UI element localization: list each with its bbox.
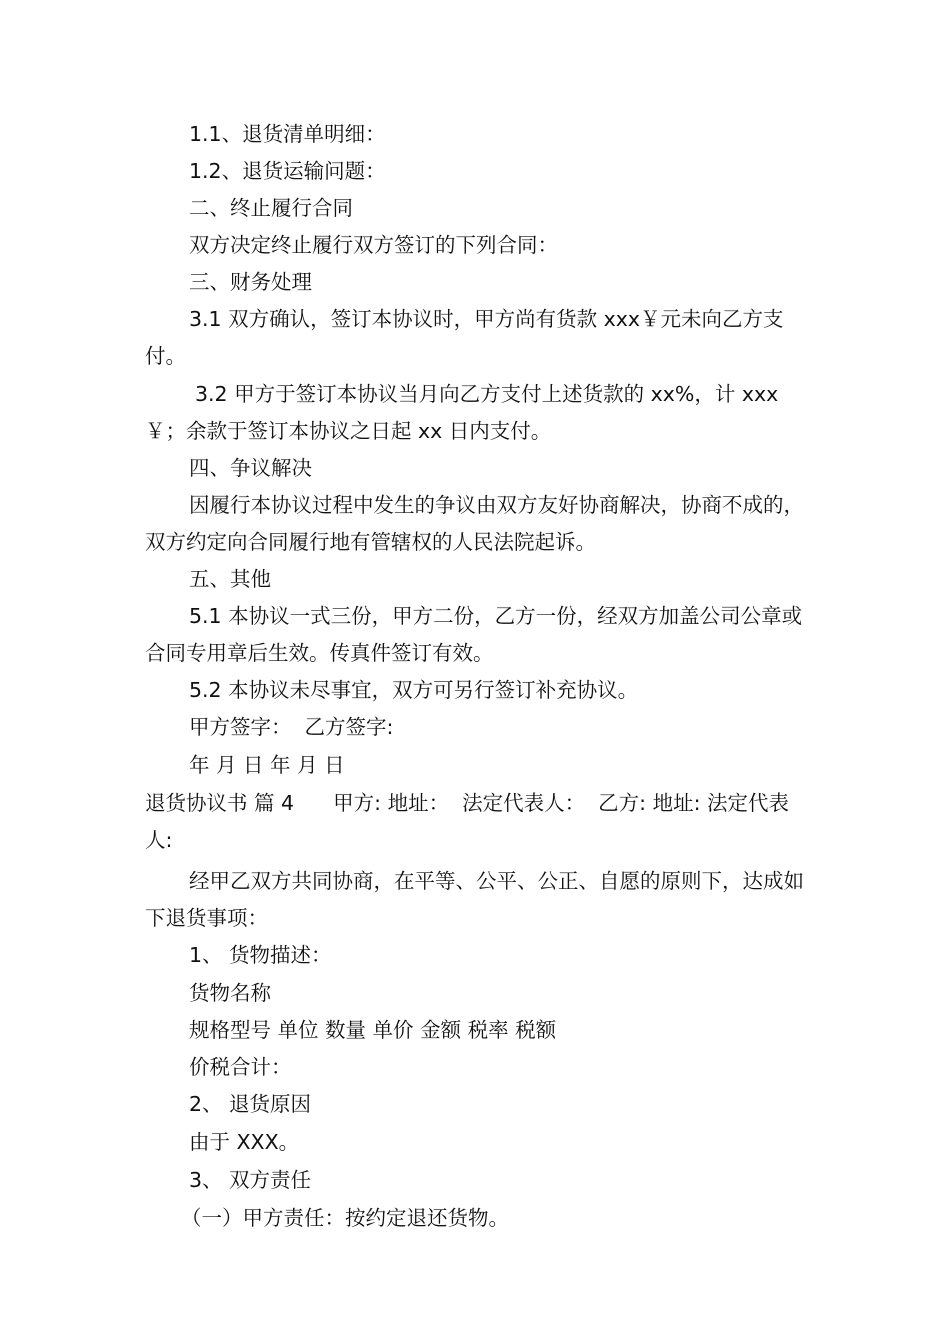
paragraph-return-transport: 1.2、退货运输问题： <box>189 159 386 183</box>
heading-goods-description: 1、 货物描述： <box>189 943 332 967</box>
paragraph-agreement-intro: 经甲乙双方共同协商，在平等、公平、公正、自愿的原则下，达成如下退货事项： <box>145 869 804 930</box>
paragraph-other-5-2: 5.2 本协议未尽事宜，双方可另行签订补充协议。 <box>189 678 639 702</box>
paragraph-finance-3-1: 3.1 双方确认，签订本协议时，甲方尚有货款 xxx￥元未向乙方支付。 <box>145 307 784 368</box>
paragraph-finance-3-2: 3.2 甲方于签订本协议当月向乙方支付上述货款的 xx%，计 xxx￥；余款于签订本协议之日起 xx 日内支付。 <box>145 382 779 443</box>
date-line: 年 月 日 年 月 日 <box>189 753 345 777</box>
heading-terminate-contract: 二、终止履行合同 <box>189 196 353 220</box>
heading-finance: 三、财务处理 <box>189 270 312 294</box>
total-tax-label: 价税合计： <box>189 1055 292 1079</box>
paragraph-party-a-responsibility: （一）甲方责任：按约定退还货物。 <box>181 1206 509 1230</box>
goods-name-label: 货物名称 <box>189 981 271 1005</box>
heading-other: 五、其他 <box>189 567 271 591</box>
goods-columns-line: 规格型号 单位 数量 单价 金额 税率 税额 <box>189 1018 557 1042</box>
paragraph-terminate-decision: 双方决定终止履行双方签订的下列合同： <box>189 233 558 257</box>
heading-agreement-4: 退货协议书 篇 4 甲方: 地址： 法定代表人： 乙方: 地址: 法定代表人: <box>145 791 790 852</box>
heading-return-reason: 2、 退货原因 <box>189 1092 312 1116</box>
paragraph-return-list: 1.1、退货清单明细： <box>189 122 386 146</box>
heading-dispute: 四、争议解决 <box>189 456 312 480</box>
paragraph-other-5-1: 5.1 本协议一式三份，甲方二份，乙方一份，经双方加盖公司公章或合同专用章后生效。传真件签订有效。 <box>145 604 803 665</box>
document-body <box>145 116 807 1237</box>
signature-line: 甲方签字： 乙方签字: <box>189 715 394 739</box>
paragraph-dispute: 因履行本协议过程中发生的争议由双方友好协商解决，协商不成的，双方约定向合同履行地有管辖权的人民法院起诉。 <box>145 493 804 554</box>
heading-responsibilities: 3、 双方责任 <box>189 1168 312 1192</box>
paragraph-return-reason: 由于 XXX。 <box>189 1130 300 1154</box>
